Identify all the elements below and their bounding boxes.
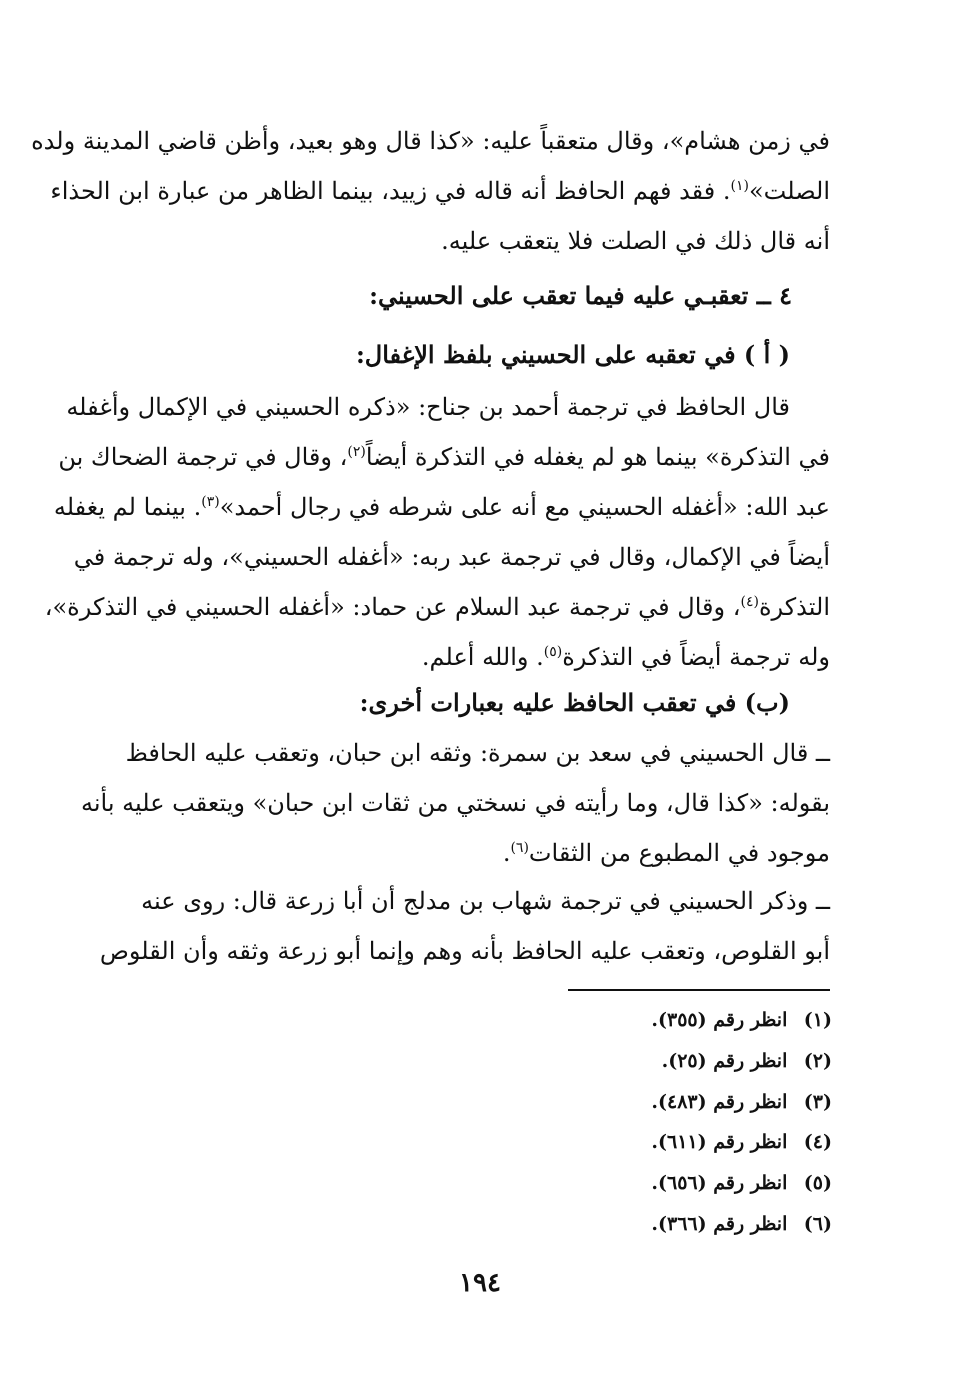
footnote-ref: (٢) <box>347 444 366 460</box>
text-line <box>44 582 830 632</box>
text-line <box>58 432 830 482</box>
footnote-text: انظر رقم (٣٦٦). <box>651 1212 788 1235</box>
footnote-ref: (١) <box>730 178 749 194</box>
text-line: ــ قال الحسيني في سعد بن سمرة: وثقه ابن حبان، وتعقب عليه الحافظ <box>125 739 830 767</box>
text-line: قال الحافظ في ترجمة أحمد بن جناح: «ذكره الحسيني في الإكمال وأغفله <box>66 393 790 421</box>
text-line <box>78 632 830 682</box>
text-line: أبو القلوص، وتعقب عليه الحافظ بأنه وهم وإنما أبو زرعة وثقه وأن القلوص <box>99 937 830 965</box>
text-line: بقوله: «كذا قال، وما رأيته في نسختي من ثقات ابن حبان» ويتعقب عليه بأنه <box>81 789 830 817</box>
footnote-number: (٥) <box>803 1172 832 1195</box>
footnotes <box>560 1000 832 1245</box>
footnote-text: انظر رقم (٦٥٦). <box>651 1172 788 1195</box>
text-segment: وله ترجمة أيضاً في التذكرة <box>562 643 830 671</box>
footnote-ref: (٦) <box>510 840 529 856</box>
page-number: ١٩٤ <box>459 1268 501 1298</box>
footnote-item <box>560 1163 832 1204</box>
footnote-number: (٣) <box>803 1090 832 1113</box>
text-segment: الصلت» <box>749 177 830 205</box>
footnote-text: انظر رقم (٢٥). <box>661 1049 788 1072</box>
text-segment: عبد الله: «أغفله الحسيني مع أنه على شرطه في رجال أحمد» <box>219 493 830 521</box>
text-segment: . بينما لم يغفله <box>53 493 202 521</box>
text-segment: ، وقال في ترجمة عبد السلام عن حماد: «أغفله الحسيني في التذكرة»، <box>44 593 741 621</box>
footnote-number: (٦) <box>803 1212 832 1235</box>
paragraph-1 <box>31 116 830 266</box>
section-heading <box>78 271 830 321</box>
footnote-item <box>560 1041 832 1082</box>
text-segment: ، وقال في ترجمة الضحاك بن <box>58 443 348 471</box>
footnote-number: (٢) <box>803 1049 832 1072</box>
text-segment: موجود في المطبوع من الثقات <box>528 839 830 867</box>
paragraph-3 <box>78 728 830 878</box>
text-line: أنه قال ذلك في الصلت فلا يتعقب عليه. <box>441 227 830 255</box>
paragraph-4 <box>78 876 830 976</box>
text-line <box>78 828 830 878</box>
text-segment: . والله أعلم. <box>421 643 544 671</box>
subsection-heading-a <box>78 330 830 380</box>
text-segment: التذكرة <box>758 593 830 621</box>
text-segment: . <box>502 839 511 867</box>
footnote-number: (٤) <box>803 1131 832 1154</box>
paragraph-2 <box>44 382 830 682</box>
heading-text: ( أ ) في تعقبه على الحسيني بلفظ الإغفال: <box>355 340 790 369</box>
footnote-text: انظر رقم (٣٥٥). <box>651 1009 788 1031</box>
footnote-ref: (٣) <box>201 494 220 510</box>
text-line: في زمن هشام»، وقال متعقباً عليه: «كذا قال وهو بعيد، وأظن قاضي المدينة ولده <box>31 127 830 155</box>
footnote-text: انظر رقم (٤٨٣). <box>651 1090 788 1113</box>
footnote-text: انظر رقم (٦١١). <box>651 1131 788 1154</box>
text-segment: في التذكرة» بينما هو لم يغفله في التذكرة أيضاً <box>365 443 830 471</box>
footnote-divider <box>568 989 830 991</box>
footnote-number: (١) <box>803 1009 832 1031</box>
subsection-heading-b <box>78 678 830 728</box>
text-line <box>50 166 830 216</box>
footnote-item <box>560 1204 832 1245</box>
heading-text: (ب) في تعقب الحافظ عليه بعبارات أخرى: <box>359 688 790 717</box>
text-segment: . فقد فهم الحافظ أنه قاله في زييد، بينما الظاهر من عبارة ابن الحذاء <box>50 177 731 205</box>
text-line: ــ وذكر الحسيني في ترجمة شهاب بن مدلج أن أبا زرعة قال: روى عنه <box>141 887 830 915</box>
footnote-ref: (٤) <box>740 594 759 610</box>
footnote-item <box>560 1000 832 1041</box>
footnote-item <box>560 1122 832 1163</box>
text-line: أيضاً في الإكمال، وقال في ترجمة عبد ربه: «أغفله الحسيني»، وله ترجمة في <box>73 543 830 571</box>
footnote-item <box>560 1082 832 1123</box>
text-line <box>53 482 830 532</box>
footnote-ref: (٥) <box>543 644 563 660</box>
heading-text: ٤ ــ تعقبـي عليه فيما تعقب على الحسيني: <box>369 281 792 310</box>
